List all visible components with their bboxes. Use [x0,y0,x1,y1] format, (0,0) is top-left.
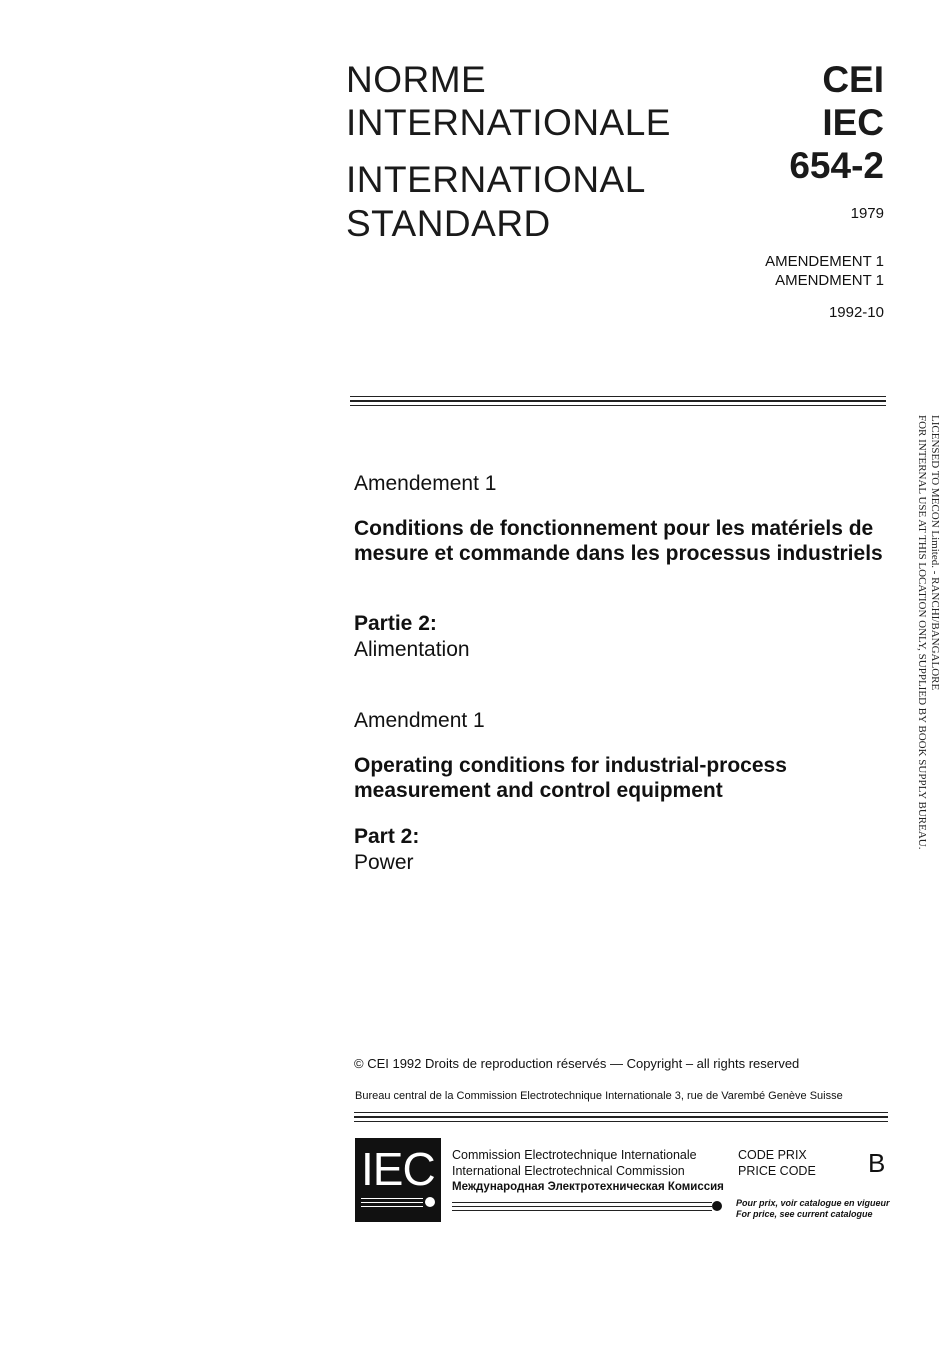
amendment-en-label: AMENDMENT 1 [775,272,884,289]
title-en-line-1: INTERNATIONAL [346,159,646,200]
title-en-line-2: STANDARD [346,203,551,244]
bureau-address: Bureau central de la Commission Electrotechnique Internationale 3, rue de Varembé Genève Suisse [355,1090,843,1102]
price-note-fr: Pour prix, voir catalogue en vigueur [736,1198,890,1208]
en-title: Operating conditions for industrial-process measurement and control equipment [354,754,787,802]
title-fr-line-2: INTERNATIONALE [346,102,671,143]
amendment-date: 1992-10 [828,304,884,321]
fr-title: Conditions de fonctionnement pour les matériels de mesure et commande dans les processus industriels [354,517,883,565]
ref-cei: CEI [822,59,884,100]
en-part: Part 2: [354,825,420,848]
title-fr-line-1: NORME [346,59,487,100]
copyright-line: © CEI 1992 Droits de reproduction réservés — Copyright – all rights reserved [354,1056,800,1071]
price-note-en: For price, see current catalogue [736,1209,873,1219]
amendement-fr-label: AMENDEMENT 1 [765,253,884,270]
bullet-icon [712,1201,722,1211]
en-amendment: Amendment 1 [354,709,485,732]
iec-logo-text: IEC [361,1143,435,1195]
license-notice-line-2: FOR INTERNAL USE AT THIS LOCATION ONLY, SUPPLIED BY BOOK SUPPLY BUREAU. [916,415,928,850]
fr-part: Partie 2: [354,612,437,635]
ref-year: 1979 [850,205,884,222]
commission-name-en: International Electrotechnical Commission [452,1164,685,1178]
iec-logo [355,1138,441,1222]
price-code-letter: B [868,1148,886,1178]
license-notice [915,415,941,849]
code-prix-label: CODE PRIX [738,1148,807,1162]
ref-iec: IEC [822,102,884,143]
fr-amendement: Amendement 1 [354,472,497,495]
ref-number: 654-2 [789,145,884,186]
fr-subtitle: Alimentation [354,638,470,661]
commission-name-ru: Международная Электротехническая Комиссия [452,1181,724,1193]
price-code-label: PRICE CODE [738,1164,816,1178]
commission-name-fr: Commission Electrotechnique Internationale [452,1148,697,1162]
en-subtitle: Power [354,851,414,874]
license-notice-line-1: LICENSED TO MECON Limited. - RANCHI/BANGALORE [929,415,941,691]
